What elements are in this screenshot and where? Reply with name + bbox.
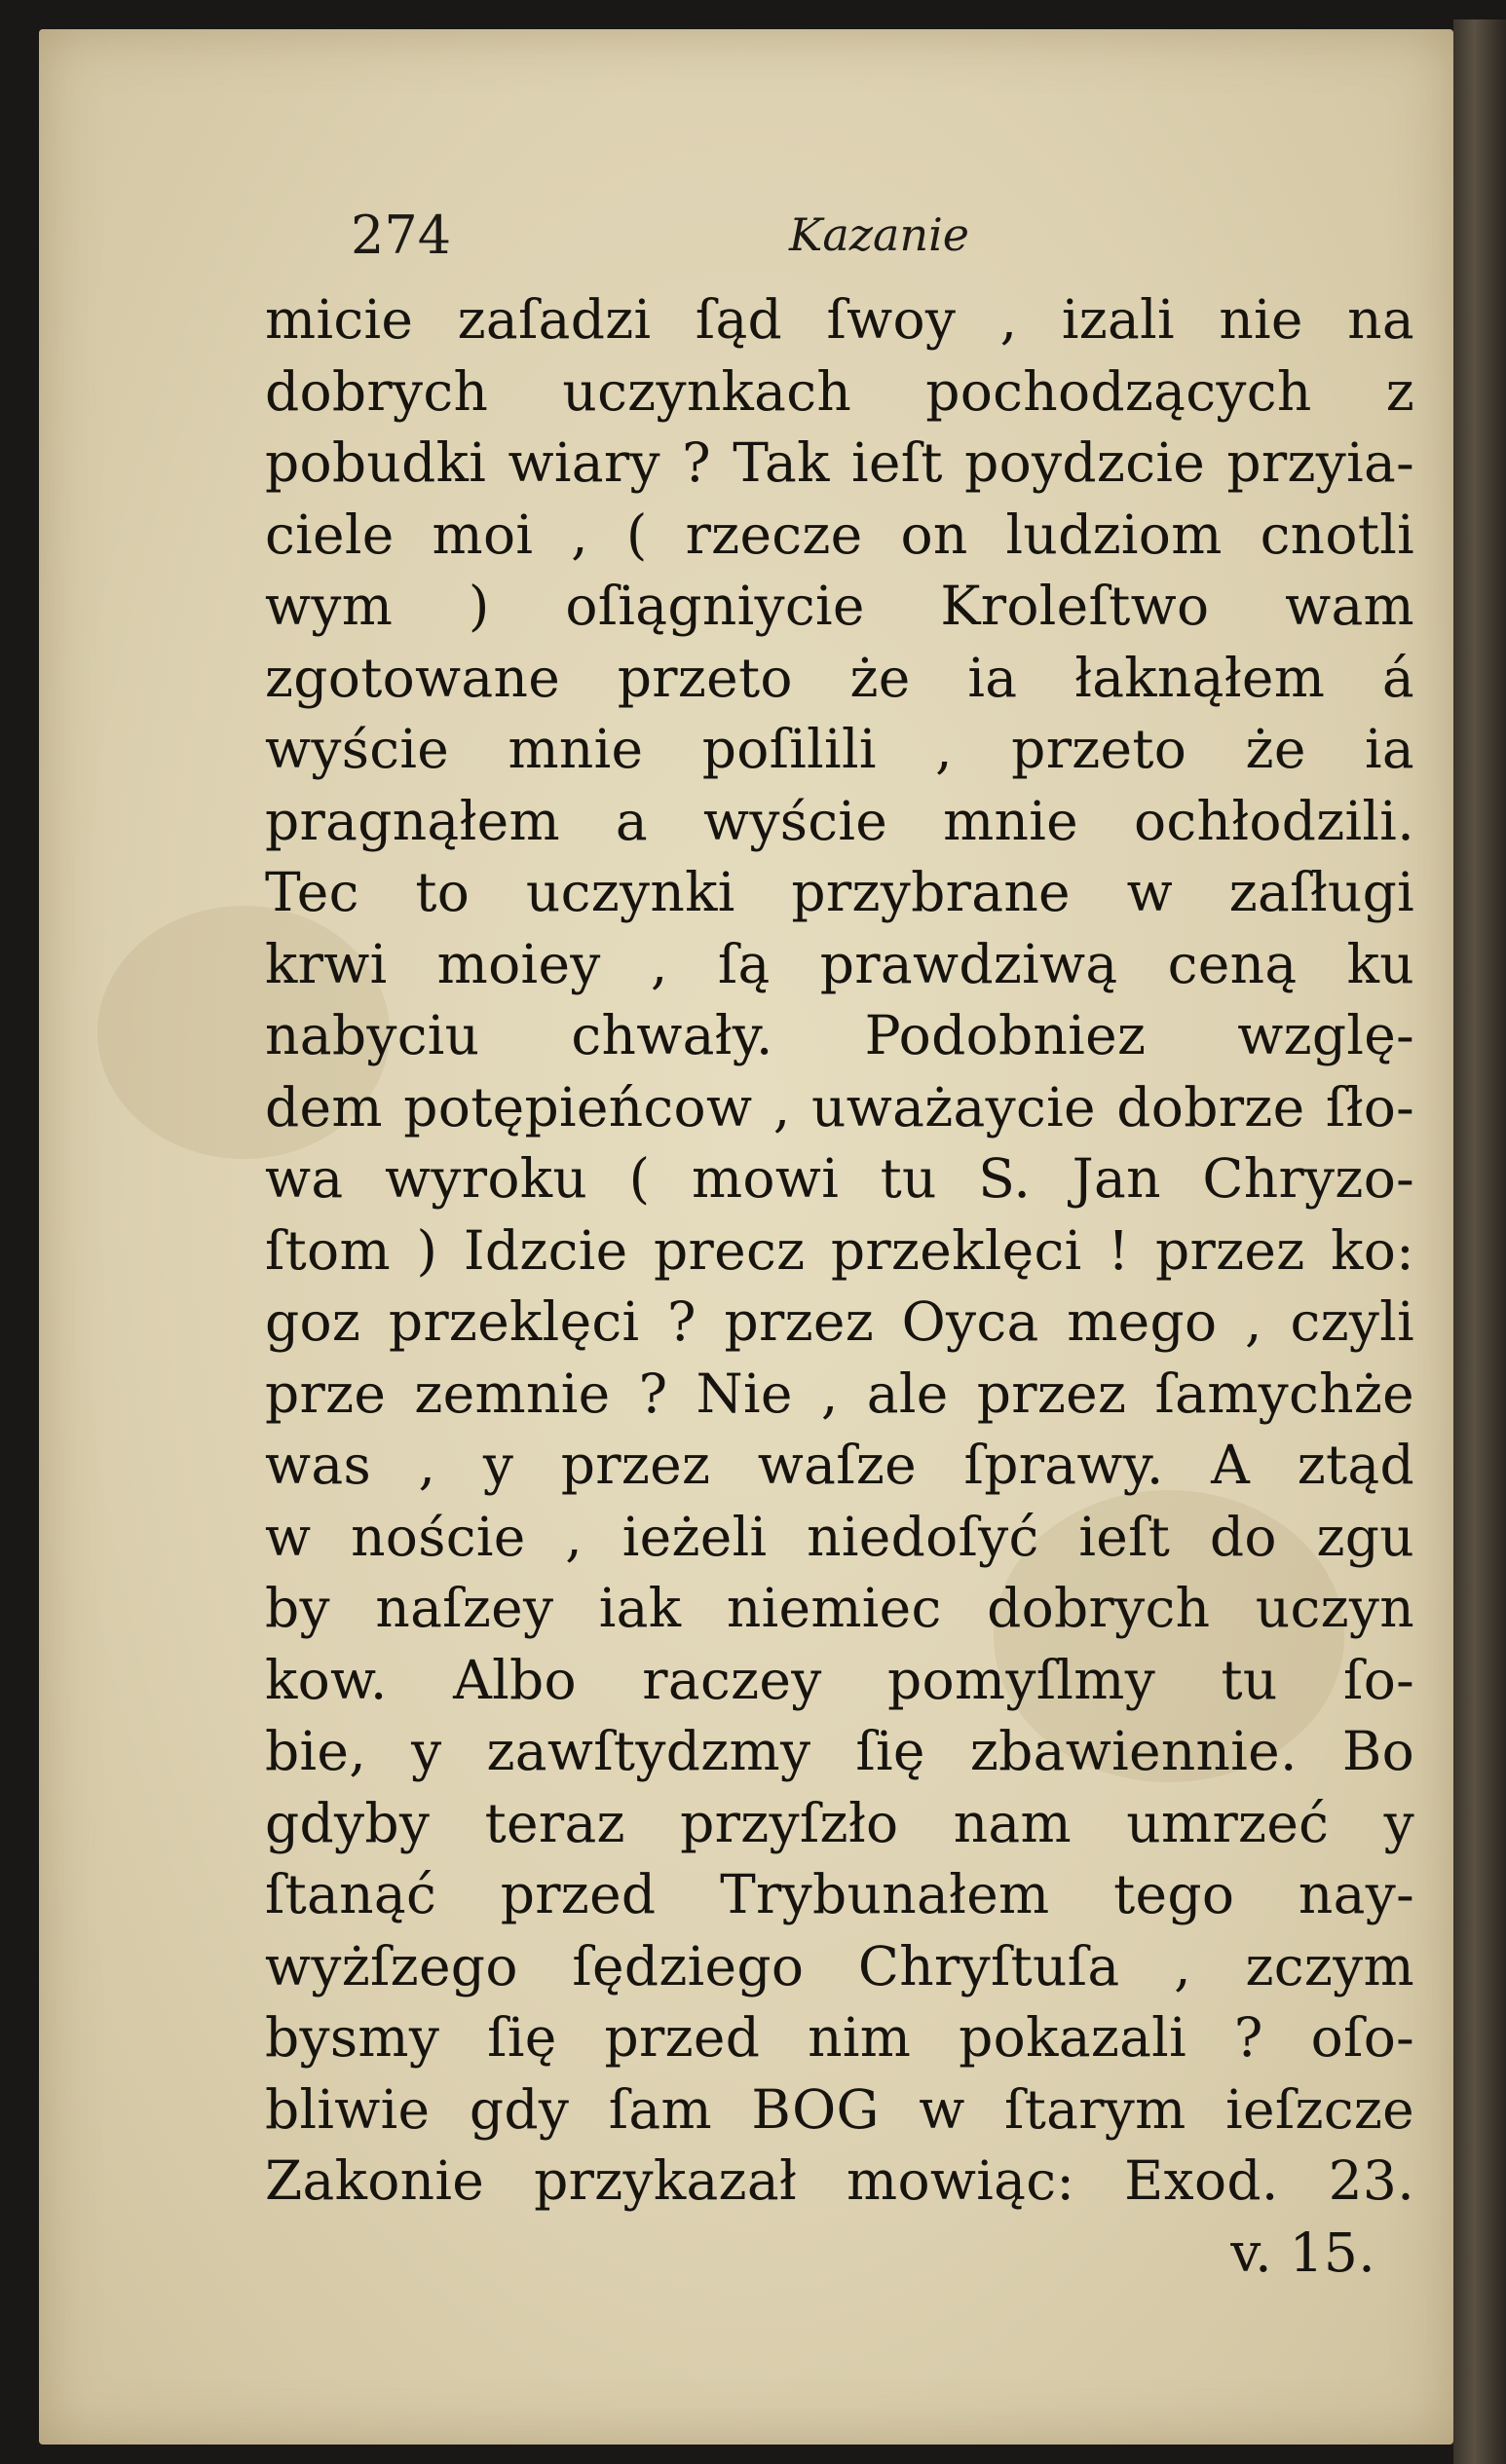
text-line: gdyby teraz przyſzło nam umrzeć y	[265, 1791, 1414, 1854]
text-line: bliwie gdy ſam BOG w ſtarym ieſzcze	[265, 2077, 1414, 2141]
text-line: prze zemnie ? Nie , ale przez ſamychże	[265, 1362, 1414, 1425]
text-line: krwi moiey , ſą prawdziwą ceną ku	[265, 932, 1414, 995]
text-line: ſtom ) Idzcie precz przeklęci ! przez ko:	[265, 1218, 1414, 1282]
text-line: zgotowane przeto że ia łaknąłem á	[265, 646, 1414, 709]
book-page-edge	[1453, 19, 1506, 2464]
text-line: Zakonie przykazał mowiąc: Exod. 23.	[265, 2149, 1414, 2212]
text-line: kow. Albo raczey pomyſlmy tu ſo-	[265, 1648, 1414, 1711]
text-line: w noście , ieżeli niedoſyć ieſt do zgu	[265, 1505, 1414, 1568]
text-line: dem potępieńcow , uważaycie dobrze ſło-	[265, 1075, 1414, 1139]
text-line: micie zaſadzi ſąd ſwoy , izali nie na	[265, 288, 1414, 351]
text-line: ſtanąć przed Trybunałem tego nay-	[265, 1863, 1414, 1925]
body-text	[265, 284, 1414, 2289]
page-header	[39, 205, 1453, 282]
text-line: goz przeklęci ? przez Oyca mego , czyli	[265, 1290, 1414, 1353]
page-number: 274	[351, 205, 452, 266]
text-line: wa wyroku ( mowi tu S. Jan Chryzo-	[265, 1147, 1414, 1210]
text-line: by naſzey iak niemiec dobrych uczyn	[265, 1577, 1414, 1639]
text-line: v. 15.	[1230, 2221, 1375, 2284]
text-line: nabyciu chwały. Podobniez wzglę-	[265, 1004, 1414, 1066]
running-head: Kazanie	[789, 208, 970, 261]
text-line: was , y przez waſze ſprawy. A ztąd	[265, 1434, 1414, 1496]
text-line: pobudki wiary ? Tak ieſt poydzcie przyia-	[265, 431, 1414, 494]
text-line: wym ) oſiągniycie Kroleſtwo wam	[265, 575, 1414, 637]
text-line: dobrych uczynkach pochodzących z	[265, 359, 1414, 423]
text-line: bie, y zawſtydzmy ſię zbawiennie. Bo	[265, 1720, 1414, 1782]
text-line: Tec to uczynki przybrane w zaſługi	[265, 861, 1414, 923]
text-line: wyście mnie poſilili , przeto że ia	[265, 718, 1414, 780]
text-line: bysmy ſię przed nim pokazali ? oſo-	[265, 2006, 1414, 2069]
text-line: pragnąłem a wyście mnie ochłodzili.	[265, 789, 1414, 852]
book-page	[39, 29, 1453, 2445]
text-line: wyżſzego ſędziego Chryſtuſa , zczym	[265, 1934, 1414, 1997]
text-line: ciele moi , ( rzecze on ludziom cnotli	[265, 503, 1414, 566]
